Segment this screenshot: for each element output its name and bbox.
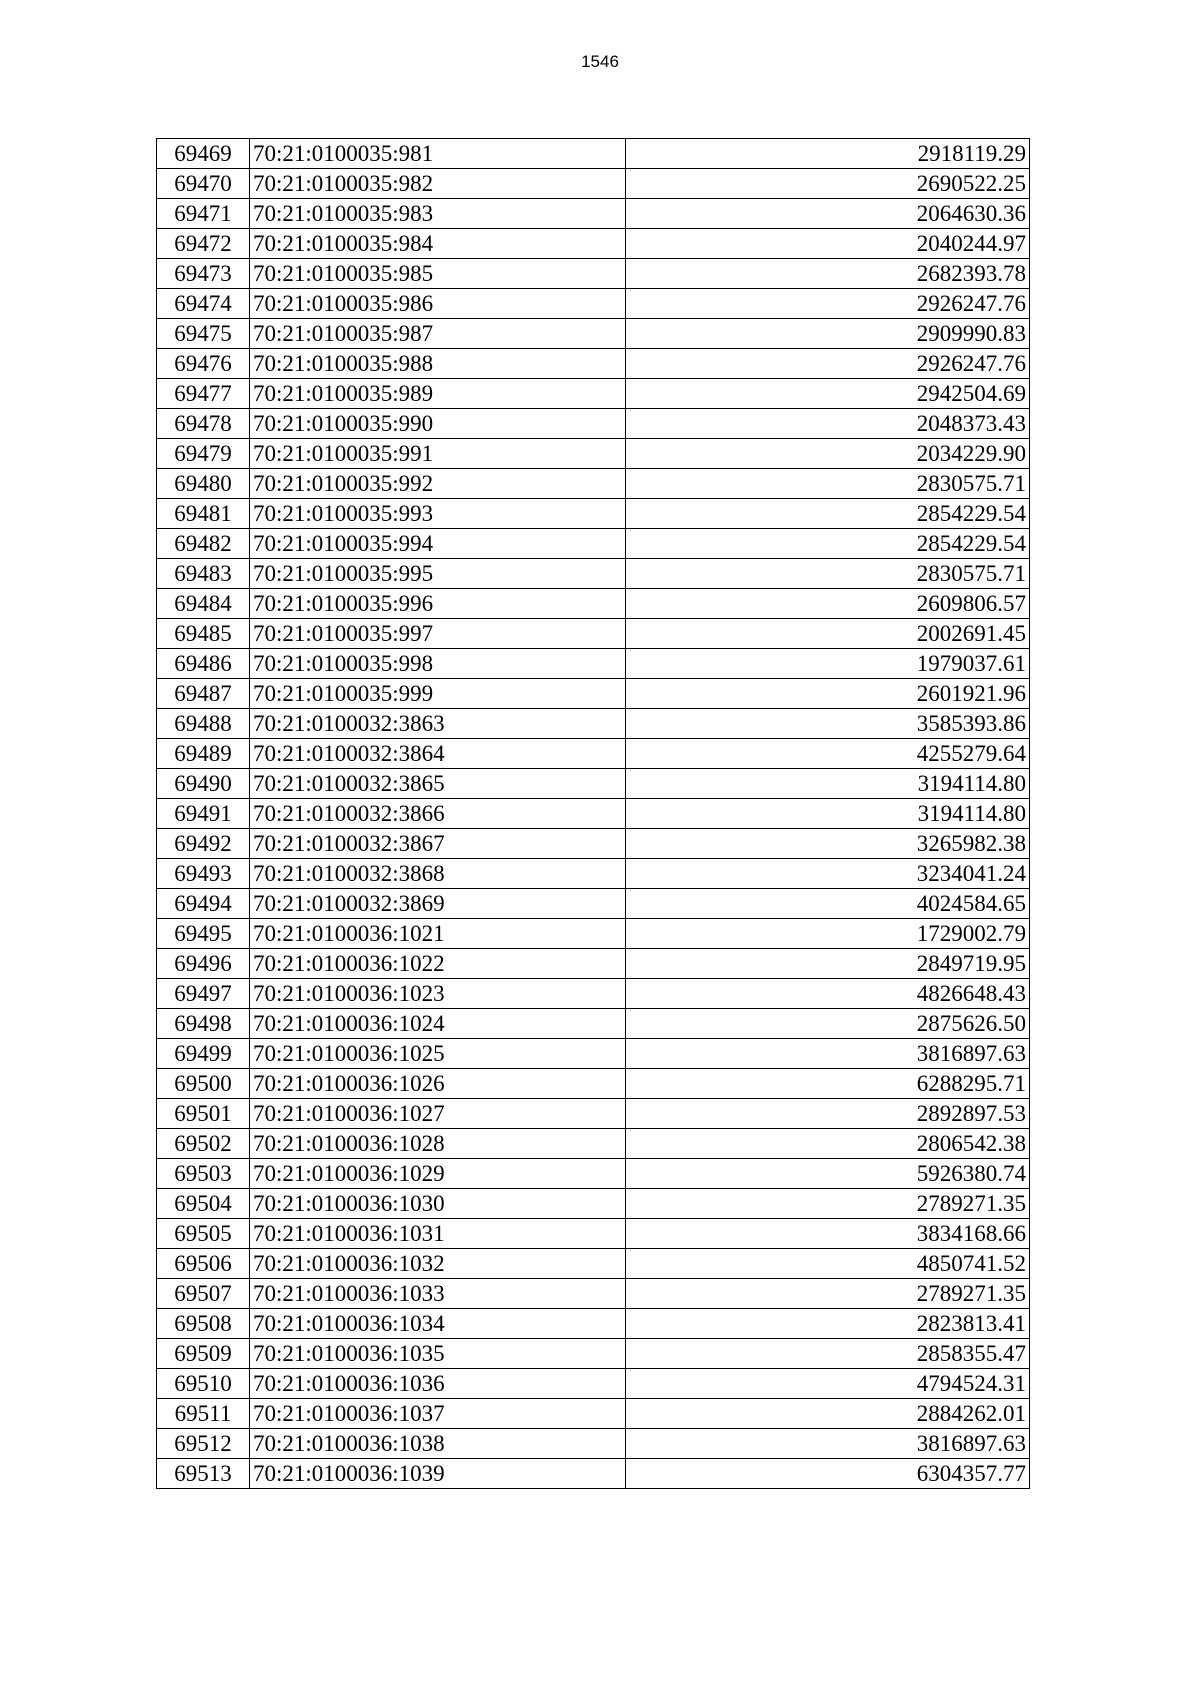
cadastral-number-cell: 70:21:0100036:1030 — [250, 1189, 626, 1219]
cadastral-number-cell: 70:21:0100036:1034 — [250, 1309, 626, 1339]
table-row — [157, 1429, 1030, 1459]
cadastral-number-cell: 70:21:0100036:1027 — [250, 1099, 626, 1129]
cadastral-number-cell: 70:21:0100036:1036 — [250, 1369, 626, 1399]
row-number-cell: 69470 — [157, 169, 250, 199]
cadastral-number-cell: 70:21:0100035:984 — [250, 229, 626, 259]
cadastral-number-cell: 70:21:0100035:999 — [250, 679, 626, 709]
cadastral-number-cell: 70:21:0100035:988 — [250, 349, 626, 379]
row-number-cell: 69469 — [157, 139, 250, 169]
table-row — [157, 169, 1030, 199]
table-row — [157, 199, 1030, 229]
row-number-cell: 69482 — [157, 529, 250, 559]
cadastral-number-cell: 70:21:0100036:1025 — [250, 1039, 626, 1069]
row-number-cell: 69476 — [157, 349, 250, 379]
row-number-cell: 69480 — [157, 469, 250, 499]
table-row — [157, 1009, 1030, 1039]
value-cell: 4794524.31 — [626, 1369, 1030, 1399]
value-cell: 2830575.71 — [626, 559, 1030, 589]
table-row — [157, 859, 1030, 889]
row-number-cell: 69483 — [157, 559, 250, 589]
row-number-cell: 69502 — [157, 1129, 250, 1159]
value-cell: 3816897.63 — [626, 1429, 1030, 1459]
table-row — [157, 739, 1030, 769]
row-number-cell: 69491 — [157, 799, 250, 829]
cadastral-number-cell: 70:21:0100032:3867 — [250, 829, 626, 859]
value-cell: 2034229.90 — [626, 439, 1030, 469]
cadastral-number-cell: 70:21:0100035:996 — [250, 589, 626, 619]
row-number-cell: 69481 — [157, 499, 250, 529]
value-cell: 2002691.45 — [626, 619, 1030, 649]
row-number-cell: 69487 — [157, 679, 250, 709]
row-number-cell: 69505 — [157, 1219, 250, 1249]
row-number-cell: 69496 — [157, 949, 250, 979]
cadastral-number-cell: 70:21:0100036:1038 — [250, 1429, 626, 1459]
table-row — [157, 1129, 1030, 1159]
table-row — [157, 799, 1030, 829]
value-cell: 2823813.41 — [626, 1309, 1030, 1339]
page-number: 1546 — [581, 52, 619, 71]
row-number-cell: 69507 — [157, 1279, 250, 1309]
row-number-cell: 69504 — [157, 1189, 250, 1219]
value-cell: 2884262.01 — [626, 1399, 1030, 1429]
table-row — [157, 139, 1030, 169]
table-row — [157, 709, 1030, 739]
row-number-cell: 69492 — [157, 829, 250, 859]
value-cell: 6288295.71 — [626, 1069, 1030, 1099]
value-cell: 3816897.63 — [626, 1039, 1030, 1069]
row-number-cell: 69511 — [157, 1399, 250, 1429]
row-number-cell: 69493 — [157, 859, 250, 889]
value-cell: 2048373.43 — [626, 409, 1030, 439]
value-cell: 2682393.78 — [626, 259, 1030, 289]
data-table — [156, 138, 1030, 1489]
value-cell: 2926247.76 — [626, 289, 1030, 319]
value-cell: 2789271.35 — [626, 1189, 1030, 1219]
cadastral-number-cell: 70:21:0100035:985 — [250, 259, 626, 289]
value-cell: 2918119.29 — [626, 139, 1030, 169]
cadastral-number-cell: 70:21:0100036:1022 — [250, 949, 626, 979]
cadastral-number-cell: 70:21:0100035:991 — [250, 439, 626, 469]
value-cell: 4255279.64 — [626, 739, 1030, 769]
value-cell: 2892897.53 — [626, 1099, 1030, 1129]
row-number-cell: 69471 — [157, 199, 250, 229]
table-row — [157, 1309, 1030, 1339]
cadastral-number-cell: 70:21:0100032:3869 — [250, 889, 626, 919]
cadastral-number-cell: 70:21:0100035:986 — [250, 289, 626, 319]
table-row — [157, 379, 1030, 409]
row-number-cell: 69498 — [157, 1009, 250, 1039]
cadastral-number-cell: 70:21:0100035:992 — [250, 469, 626, 499]
cadastral-number-cell: 70:21:0100035:990 — [250, 409, 626, 439]
cadastral-number-cell: 70:21:0100035:987 — [250, 319, 626, 349]
value-cell: 2875626.50 — [626, 1009, 1030, 1039]
table-row — [157, 1099, 1030, 1129]
row-number-cell: 69490 — [157, 769, 250, 799]
table-row — [157, 229, 1030, 259]
row-number-cell: 69497 — [157, 979, 250, 1009]
row-number-cell: 69509 — [157, 1339, 250, 1369]
row-number-cell: 69472 — [157, 229, 250, 259]
table-row — [157, 1159, 1030, 1189]
row-number-cell: 69474 — [157, 289, 250, 319]
table-row — [157, 1069, 1030, 1099]
value-cell: 2806542.38 — [626, 1129, 1030, 1159]
row-number-cell: 69510 — [157, 1369, 250, 1399]
value-cell: 2064630.36 — [626, 199, 1030, 229]
row-number-cell: 69486 — [157, 649, 250, 679]
table-row — [157, 1369, 1030, 1399]
row-number-cell: 69485 — [157, 619, 250, 649]
cadastral-number-cell: 70:21:0100035:998 — [250, 649, 626, 679]
cadastral-number-cell: 70:21:0100036:1029 — [250, 1159, 626, 1189]
cadastral-number-cell: 70:21:0100032:3864 — [250, 739, 626, 769]
row-number-cell: 69499 — [157, 1039, 250, 1069]
cadastral-number-cell: 70:21:0100036:1035 — [250, 1339, 626, 1369]
value-cell: 2909990.83 — [626, 319, 1030, 349]
table-row — [157, 1399, 1030, 1429]
value-cell: 4850741.52 — [626, 1249, 1030, 1279]
row-number-cell: 69473 — [157, 259, 250, 289]
table-row — [157, 1339, 1030, 1369]
cadastral-number-cell: 70:21:0100036:1037 — [250, 1399, 626, 1429]
cadastral-number-cell: 70:21:0100035:981 — [250, 139, 626, 169]
value-cell: 3265982.38 — [626, 829, 1030, 859]
table-row — [157, 439, 1030, 469]
table-row — [157, 979, 1030, 1009]
table-row — [157, 289, 1030, 319]
row-number-cell: 69508 — [157, 1309, 250, 1339]
table-row — [157, 1189, 1030, 1219]
table-row — [157, 589, 1030, 619]
table-row — [157, 949, 1030, 979]
row-number-cell: 69488 — [157, 709, 250, 739]
table-row — [157, 409, 1030, 439]
table-row — [157, 619, 1030, 649]
value-cell: 2609806.57 — [626, 589, 1030, 619]
table-row — [157, 1279, 1030, 1309]
table-row — [157, 829, 1030, 859]
cadastral-number-cell: 70:21:0100036:1039 — [250, 1459, 626, 1489]
table-body — [157, 139, 1030, 1489]
value-cell: 4024584.65 — [626, 889, 1030, 919]
table-row — [157, 469, 1030, 499]
cadastral-number-cell: 70:21:0100036:1026 — [250, 1069, 626, 1099]
value-cell: 2926247.76 — [626, 349, 1030, 379]
row-number-cell: 69494 — [157, 889, 250, 919]
row-number-cell: 69500 — [157, 1069, 250, 1099]
row-number-cell: 69479 — [157, 439, 250, 469]
row-number-cell: 69501 — [157, 1099, 250, 1129]
cadastral-number-cell: 70:21:0100036:1023 — [250, 979, 626, 1009]
row-number-cell: 69489 — [157, 739, 250, 769]
value-cell: 1729002.79 — [626, 919, 1030, 949]
row-number-cell: 69484 — [157, 589, 250, 619]
cadastral-number-cell: 70:21:0100035:982 — [250, 169, 626, 199]
value-cell: 2942504.69 — [626, 379, 1030, 409]
cadastral-number-cell: 70:21:0100035:995 — [250, 559, 626, 589]
row-number-cell: 69503 — [157, 1159, 250, 1189]
cadastral-number-cell: 70:21:0100036:1033 — [250, 1279, 626, 1309]
table-row — [157, 1459, 1030, 1489]
cadastral-number-cell: 70:21:0100032:3863 — [250, 709, 626, 739]
table-row — [157, 889, 1030, 919]
value-cell: 6304357.77 — [626, 1459, 1030, 1489]
row-number-cell: 69513 — [157, 1459, 250, 1489]
cadastral-number-cell: 70:21:0100036:1028 — [250, 1129, 626, 1159]
table-row — [157, 349, 1030, 379]
cadastral-number-cell: 70:21:0100035:993 — [250, 499, 626, 529]
cadastral-number-cell: 70:21:0100035:997 — [250, 619, 626, 649]
table-row — [157, 649, 1030, 679]
table-row — [157, 769, 1030, 799]
value-cell: 3834168.66 — [626, 1219, 1030, 1249]
row-number-cell: 69512 — [157, 1429, 250, 1459]
cadastral-number-cell: 70:21:0100035:989 — [250, 379, 626, 409]
row-number-cell: 69495 — [157, 919, 250, 949]
value-cell: 4826648.43 — [626, 979, 1030, 1009]
value-cell: 3234041.24 — [626, 859, 1030, 889]
value-cell: 2601921.96 — [626, 679, 1030, 709]
table-row — [157, 919, 1030, 949]
cadastral-number-cell: 70:21:0100036:1031 — [250, 1219, 626, 1249]
row-number-cell: 69477 — [157, 379, 250, 409]
row-number-cell: 69478 — [157, 409, 250, 439]
value-cell: 2040244.97 — [626, 229, 1030, 259]
value-cell: 2690522.25 — [626, 169, 1030, 199]
cadastral-number-cell: 70:21:0100032:3866 — [250, 799, 626, 829]
value-cell: 2858355.47 — [626, 1339, 1030, 1369]
cadastral-number-cell: 70:21:0100035:983 — [250, 199, 626, 229]
table-row — [157, 559, 1030, 589]
table-row — [157, 1039, 1030, 1069]
value-cell: 3585393.86 — [626, 709, 1030, 739]
cadastral-number-cell: 70:21:0100036:1032 — [250, 1249, 626, 1279]
cadastral-number-cell: 70:21:0100035:994 — [250, 529, 626, 559]
value-cell: 1979037.61 — [626, 649, 1030, 679]
value-cell: 5926380.74 — [626, 1159, 1030, 1189]
table-row — [157, 1219, 1030, 1249]
row-number-cell: 69475 — [157, 319, 250, 349]
cadastral-number-cell: 70:21:0100032:3865 — [250, 769, 626, 799]
table-row — [157, 499, 1030, 529]
table-row — [157, 259, 1030, 289]
row-number-cell: 69506 — [157, 1249, 250, 1279]
table-row — [157, 679, 1030, 709]
value-cell: 2849719.95 — [626, 949, 1030, 979]
value-cell: 2789271.35 — [626, 1279, 1030, 1309]
table-row — [157, 529, 1030, 559]
table-row — [157, 1249, 1030, 1279]
cadastral-number-cell: 70:21:0100032:3868 — [250, 859, 626, 889]
value-cell: 2830575.71 — [626, 469, 1030, 499]
value-cell: 3194114.80 — [626, 799, 1030, 829]
value-cell: 2854229.54 — [626, 499, 1030, 529]
table-row — [157, 319, 1030, 349]
cadastral-number-cell: 70:21:0100036:1024 — [250, 1009, 626, 1039]
cadastral-number-cell: 70:21:0100036:1021 — [250, 919, 626, 949]
value-cell: 2854229.54 — [626, 529, 1030, 559]
value-cell: 3194114.80 — [626, 769, 1030, 799]
